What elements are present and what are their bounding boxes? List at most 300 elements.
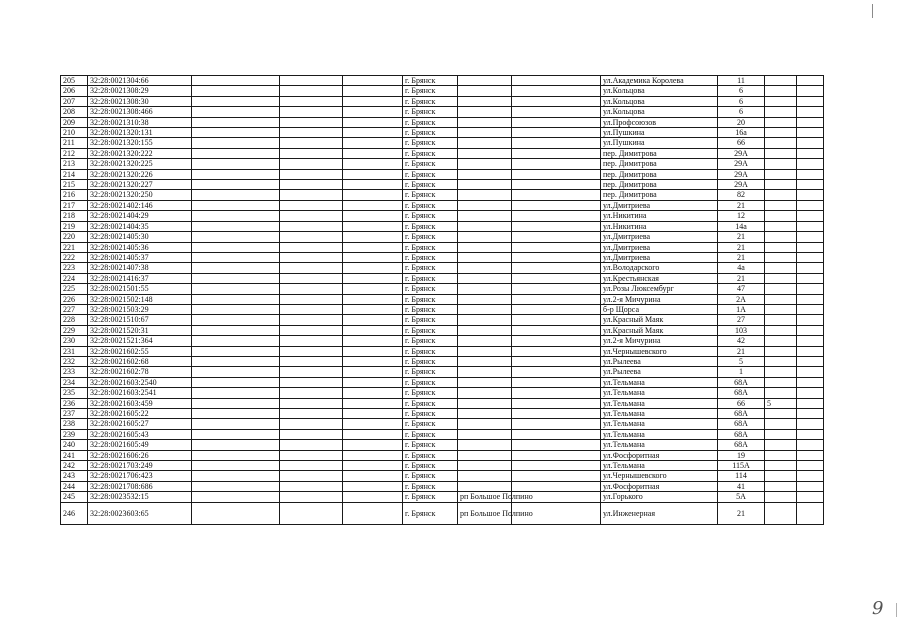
empty-cell bbox=[192, 252, 280, 262]
empty-cell bbox=[343, 221, 403, 231]
street-cell: ул.Тельмана bbox=[601, 409, 718, 419]
cadastral-number-cell: 32:28:0021602:78 bbox=[88, 367, 192, 377]
extra-cell bbox=[765, 419, 797, 429]
city-cell: г. Брянск bbox=[403, 471, 458, 481]
city-cell: г. Брянск bbox=[403, 388, 458, 398]
extra-cell bbox=[765, 138, 797, 148]
row-number-cell: 229 bbox=[61, 325, 88, 335]
empty-cell bbox=[280, 138, 343, 148]
settlement-cell bbox=[458, 200, 512, 210]
table-row bbox=[61, 211, 824, 221]
table-row bbox=[61, 502, 824, 524]
empty-cell bbox=[797, 461, 824, 471]
empty-cell bbox=[512, 409, 601, 419]
empty-cell bbox=[512, 117, 601, 127]
table-row bbox=[61, 336, 824, 346]
empty-cell bbox=[192, 336, 280, 346]
row-number-cell: 233 bbox=[61, 367, 88, 377]
city-cell: г. Брянск bbox=[403, 325, 458, 335]
house-number-cell: 68А bbox=[718, 409, 765, 419]
empty-cell bbox=[280, 86, 343, 96]
city-cell: г. Брянск bbox=[403, 138, 458, 148]
table-row bbox=[61, 492, 824, 502]
city-cell: г. Брянск bbox=[403, 450, 458, 460]
row-number-cell: 231 bbox=[61, 346, 88, 356]
extra-cell bbox=[765, 117, 797, 127]
house-number-cell: 5 bbox=[718, 356, 765, 366]
street-cell: пер. Димитрова bbox=[601, 190, 718, 200]
empty-cell bbox=[512, 346, 601, 356]
settlement-cell bbox=[458, 461, 512, 471]
cadastral-number-cell: 32:28:0021308:29 bbox=[88, 86, 192, 96]
settlement-cell bbox=[458, 367, 512, 377]
extra-cell bbox=[765, 481, 797, 491]
table-row bbox=[61, 200, 824, 210]
empty-cell bbox=[512, 429, 601, 439]
empty-cell bbox=[280, 377, 343, 387]
extra-cell bbox=[765, 450, 797, 460]
city-cell: г. Брянск bbox=[403, 221, 458, 231]
extra-cell bbox=[765, 211, 797, 221]
cadastral-number-cell: 32:28:0021703:249 bbox=[88, 461, 192, 471]
cadastral-number-cell: 32:28:0021605:43 bbox=[88, 429, 192, 439]
settlement-cell bbox=[458, 346, 512, 356]
empty-cell bbox=[192, 315, 280, 325]
empty-cell bbox=[343, 356, 403, 366]
empty-cell bbox=[343, 481, 403, 491]
city-cell: г. Брянск bbox=[403, 242, 458, 252]
table-body bbox=[61, 76, 824, 525]
row-number-cell: 235 bbox=[61, 388, 88, 398]
house-number-cell: 2А bbox=[718, 294, 765, 304]
extra-cell bbox=[765, 377, 797, 387]
row-number-cell: 213 bbox=[61, 159, 88, 169]
cadastral-number-cell: 32:28:0023532:15 bbox=[88, 492, 192, 502]
house-number-cell: 21 bbox=[718, 273, 765, 283]
empty-cell bbox=[797, 273, 824, 283]
extra-cell bbox=[765, 304, 797, 314]
empty-cell bbox=[343, 138, 403, 148]
table-row bbox=[61, 461, 824, 471]
house-number-cell: 68А bbox=[718, 429, 765, 439]
row-number-cell: 243 bbox=[61, 471, 88, 481]
empty-cell bbox=[512, 138, 601, 148]
empty-cell bbox=[797, 242, 824, 252]
empty-cell bbox=[280, 461, 343, 471]
empty-cell bbox=[797, 440, 824, 450]
margin-mark bbox=[896, 603, 897, 617]
row-number-cell: 211 bbox=[61, 138, 88, 148]
street-cell: ул.Дмитриева bbox=[601, 242, 718, 252]
city-cell: г. Брянск bbox=[403, 461, 458, 471]
extra-cell bbox=[765, 346, 797, 356]
empty-cell bbox=[192, 450, 280, 460]
settlement-cell bbox=[458, 180, 512, 190]
empty-cell bbox=[797, 263, 824, 273]
empty-cell bbox=[192, 96, 280, 106]
empty-cell bbox=[512, 398, 601, 408]
table-row bbox=[61, 159, 824, 169]
property-register-table bbox=[60, 75, 824, 525]
empty-cell bbox=[797, 211, 824, 221]
row-number-cell: 205 bbox=[61, 76, 88, 86]
extra-cell bbox=[765, 440, 797, 450]
street-cell: пер. Димитрова bbox=[601, 169, 718, 179]
empty-cell bbox=[797, 429, 824, 439]
extra-cell bbox=[765, 242, 797, 252]
house-number-cell: 103 bbox=[718, 325, 765, 335]
house-number-cell: 16а bbox=[718, 128, 765, 138]
extra-cell bbox=[765, 284, 797, 294]
row-number-cell: 207 bbox=[61, 96, 88, 106]
table-row bbox=[61, 398, 824, 408]
city-cell: г. Брянск bbox=[403, 377, 458, 387]
table-row bbox=[61, 388, 824, 398]
extra-cell bbox=[765, 159, 797, 169]
empty-cell bbox=[280, 232, 343, 242]
empty-cell bbox=[192, 159, 280, 169]
empty-cell bbox=[343, 169, 403, 179]
empty-cell bbox=[797, 86, 824, 96]
cadastral-number-cell: 32:28:0021405:36 bbox=[88, 242, 192, 252]
empty-cell bbox=[512, 336, 601, 346]
city-cell: г. Брянск bbox=[403, 419, 458, 429]
row-number-cell: 215 bbox=[61, 180, 88, 190]
table-row bbox=[61, 96, 824, 106]
table-row bbox=[61, 148, 824, 158]
house-number-cell: 66 bbox=[718, 398, 765, 408]
table-row bbox=[61, 221, 824, 231]
house-number-cell: 4а bbox=[718, 263, 765, 273]
settlement-cell bbox=[458, 336, 512, 346]
settlement-cell: рп Большое Полпино bbox=[458, 502, 512, 524]
empty-cell bbox=[343, 159, 403, 169]
extra-cell bbox=[765, 471, 797, 481]
city-cell: г. Брянск bbox=[403, 367, 458, 377]
empty-cell bbox=[343, 294, 403, 304]
row-number-cell: 244 bbox=[61, 481, 88, 491]
empty-cell bbox=[280, 242, 343, 252]
extra-cell bbox=[765, 263, 797, 273]
extra-cell bbox=[765, 388, 797, 398]
house-number-cell: 47 bbox=[718, 284, 765, 294]
empty-cell bbox=[192, 304, 280, 314]
empty-cell bbox=[280, 76, 343, 86]
cadastral-number-cell: 32:28:0023603:65 bbox=[88, 502, 192, 524]
empty-cell bbox=[343, 273, 403, 283]
row-number-cell: 224 bbox=[61, 273, 88, 283]
empty-cell bbox=[797, 232, 824, 242]
street-cell: ул.Крестьянская bbox=[601, 273, 718, 283]
settlement-cell bbox=[458, 76, 512, 86]
settlement-cell bbox=[458, 263, 512, 273]
empty-cell bbox=[192, 294, 280, 304]
extra-cell bbox=[765, 221, 797, 231]
empty-cell bbox=[280, 346, 343, 356]
cadastral-number-cell: 32:28:0021310:38 bbox=[88, 117, 192, 127]
cadastral-number-cell: 32:28:0021605:22 bbox=[88, 409, 192, 419]
cadastral-number-cell: 32:28:0021706:423 bbox=[88, 471, 192, 481]
empty-cell bbox=[512, 232, 601, 242]
empty-cell bbox=[512, 242, 601, 252]
table-row bbox=[61, 304, 824, 314]
empty-cell bbox=[512, 450, 601, 460]
row-number-cell: 241 bbox=[61, 450, 88, 460]
table-row bbox=[61, 232, 824, 242]
cadastral-number-cell: 32:28:0021521:364 bbox=[88, 336, 192, 346]
city-cell: г. Брянск bbox=[403, 481, 458, 491]
cadastral-number-cell: 32:28:0021602:68 bbox=[88, 356, 192, 366]
house-number-cell: 114 bbox=[718, 471, 765, 481]
table-row bbox=[61, 429, 824, 439]
table-row bbox=[61, 169, 824, 179]
table-row bbox=[61, 419, 824, 429]
street-cell: б-р Щорса bbox=[601, 304, 718, 314]
settlement-cell bbox=[458, 159, 512, 169]
empty-cell bbox=[192, 86, 280, 96]
extra-cell bbox=[765, 76, 797, 86]
empty-cell bbox=[192, 190, 280, 200]
empty-cell bbox=[343, 107, 403, 117]
cadastral-number-cell: 32:28:0021602:55 bbox=[88, 346, 192, 356]
empty-cell bbox=[343, 377, 403, 387]
cadastral-number-cell: 32:28:0021320:155 bbox=[88, 138, 192, 148]
street-cell: ул.Тельмана bbox=[601, 398, 718, 408]
city-cell: г. Брянск bbox=[403, 117, 458, 127]
city-cell: г. Брянск bbox=[403, 180, 458, 190]
row-number-cell: 227 bbox=[61, 304, 88, 314]
empty-cell bbox=[343, 252, 403, 262]
cadastral-number-cell: 32:28:0021320:225 bbox=[88, 159, 192, 169]
settlement-cell bbox=[458, 211, 512, 221]
extra-cell bbox=[765, 190, 797, 200]
settlement-cell bbox=[458, 481, 512, 491]
empty-cell bbox=[280, 284, 343, 294]
empty-cell bbox=[512, 481, 601, 491]
extra-cell bbox=[765, 294, 797, 304]
settlement-cell bbox=[458, 96, 512, 106]
settlement-cell bbox=[458, 450, 512, 460]
cadastral-number-cell: 32:28:0021501:55 bbox=[88, 284, 192, 294]
empty-cell bbox=[192, 232, 280, 242]
empty-cell bbox=[797, 419, 824, 429]
empty-cell bbox=[343, 128, 403, 138]
city-cell: г. Брянск bbox=[403, 284, 458, 294]
empty-cell bbox=[797, 336, 824, 346]
empty-cell bbox=[512, 461, 601, 471]
city-cell: г. Брянск bbox=[403, 128, 458, 138]
empty-cell bbox=[192, 284, 280, 294]
empty-cell bbox=[192, 148, 280, 158]
empty-cell bbox=[797, 252, 824, 262]
empty-cell bbox=[343, 96, 403, 106]
row-number-cell: 232 bbox=[61, 356, 88, 366]
empty-cell bbox=[280, 492, 343, 502]
house-number-cell: 20 bbox=[718, 117, 765, 127]
empty-cell bbox=[343, 263, 403, 273]
street-cell: ул.Горького bbox=[601, 492, 718, 502]
empty-cell bbox=[343, 304, 403, 314]
empty-cell bbox=[512, 252, 601, 262]
empty-cell bbox=[280, 273, 343, 283]
row-number-cell: 221 bbox=[61, 242, 88, 252]
table-row bbox=[61, 315, 824, 325]
settlement-cell bbox=[458, 388, 512, 398]
table-row bbox=[61, 440, 824, 450]
empty-cell bbox=[512, 367, 601, 377]
table-row bbox=[61, 117, 824, 127]
empty-cell bbox=[512, 315, 601, 325]
empty-cell bbox=[280, 450, 343, 460]
empty-cell bbox=[343, 315, 403, 325]
empty-cell bbox=[343, 450, 403, 460]
extra-cell bbox=[765, 180, 797, 190]
empty-cell bbox=[280, 440, 343, 450]
empty-cell bbox=[192, 128, 280, 138]
empty-cell bbox=[343, 242, 403, 252]
empty-cell bbox=[512, 200, 601, 210]
cadastral-number-cell: 32:28:0021404:29 bbox=[88, 211, 192, 221]
street-cell: ул.Тельмана bbox=[601, 440, 718, 450]
table-row bbox=[61, 138, 824, 148]
city-cell: г. Брянск bbox=[403, 346, 458, 356]
table-row bbox=[61, 263, 824, 273]
house-number-cell: 21 bbox=[718, 232, 765, 242]
city-cell: г. Брянск bbox=[403, 429, 458, 439]
extra-cell bbox=[765, 492, 797, 502]
house-number-cell: 21 bbox=[718, 502, 765, 524]
empty-cell bbox=[797, 148, 824, 158]
extra-cell bbox=[765, 409, 797, 419]
empty-cell bbox=[512, 294, 601, 304]
empty-cell bbox=[280, 304, 343, 314]
empty-cell bbox=[512, 76, 601, 86]
cadastral-number-cell: 32:28:0021603:2540 bbox=[88, 377, 192, 387]
cadastral-number-cell: 32:28:0021320:222 bbox=[88, 148, 192, 158]
empty-cell bbox=[343, 398, 403, 408]
empty-cell bbox=[343, 336, 403, 346]
settlement-cell bbox=[458, 284, 512, 294]
row-number-cell: 228 bbox=[61, 315, 88, 325]
row-number-cell: 208 bbox=[61, 107, 88, 117]
street-cell: ул.Тельмана bbox=[601, 429, 718, 439]
empty-cell bbox=[512, 221, 601, 231]
house-number-cell: 29А bbox=[718, 169, 765, 179]
house-number-cell: 11 bbox=[718, 76, 765, 86]
cadastral-number-cell: 32:28:0021510:67 bbox=[88, 315, 192, 325]
house-number-cell: 27 bbox=[718, 315, 765, 325]
row-number-cell: 239 bbox=[61, 429, 88, 439]
cadastral-number-cell: 32:28:0021320:131 bbox=[88, 128, 192, 138]
row-number-cell: 223 bbox=[61, 263, 88, 273]
street-cell: ул.Чернышевского bbox=[601, 346, 718, 356]
empty-cell bbox=[192, 138, 280, 148]
cadastral-number-cell: 32:28:0021603:459 bbox=[88, 398, 192, 408]
extra-cell bbox=[765, 367, 797, 377]
city-cell: г. Брянск bbox=[403, 294, 458, 304]
city-cell: г. Брянск bbox=[403, 315, 458, 325]
empty-cell bbox=[343, 429, 403, 439]
extra-cell bbox=[765, 356, 797, 366]
empty-cell bbox=[343, 461, 403, 471]
cadastral-number-cell: 32:28:0021320:226 bbox=[88, 169, 192, 179]
city-cell: г. Брянск bbox=[403, 169, 458, 179]
empty-cell bbox=[280, 398, 343, 408]
settlement-cell bbox=[458, 232, 512, 242]
cadastral-number-cell: 32:28:0021405:37 bbox=[88, 252, 192, 262]
city-cell: г. Брянск bbox=[403, 86, 458, 96]
city-cell: г. Брянск bbox=[403, 492, 458, 502]
street-cell: ул.Академика Королева bbox=[601, 76, 718, 86]
table-row bbox=[61, 450, 824, 460]
extra-cell bbox=[765, 169, 797, 179]
city-cell: г. Брянск bbox=[403, 304, 458, 314]
empty-cell bbox=[280, 294, 343, 304]
house-number-cell: 19 bbox=[718, 450, 765, 460]
empty-cell bbox=[512, 325, 601, 335]
empty-cell bbox=[280, 200, 343, 210]
table-row bbox=[61, 481, 824, 491]
empty-cell bbox=[280, 336, 343, 346]
empty-cell bbox=[343, 211, 403, 221]
row-number-cell: 212 bbox=[61, 148, 88, 158]
table-row bbox=[61, 242, 824, 252]
empty-cell bbox=[280, 169, 343, 179]
empty-cell bbox=[797, 284, 824, 294]
city-cell: г. Брянск bbox=[403, 76, 458, 86]
empty-cell bbox=[192, 492, 280, 502]
settlement-cell bbox=[458, 409, 512, 419]
empty-cell bbox=[797, 471, 824, 481]
empty-cell bbox=[797, 450, 824, 460]
row-number-cell: 225 bbox=[61, 284, 88, 294]
house-number-cell: 82 bbox=[718, 190, 765, 200]
house-number-cell: 21 bbox=[718, 346, 765, 356]
row-number-cell: 226 bbox=[61, 294, 88, 304]
extra-cell bbox=[765, 200, 797, 210]
row-number-cell: 234 bbox=[61, 377, 88, 387]
empty-cell bbox=[192, 211, 280, 221]
empty-cell bbox=[280, 325, 343, 335]
empty-cell bbox=[797, 325, 824, 335]
city-cell: г. Брянск bbox=[403, 273, 458, 283]
city-cell: г. Брянск bbox=[403, 440, 458, 450]
settlement-cell bbox=[458, 294, 512, 304]
settlement-cell bbox=[458, 398, 512, 408]
house-number-cell: 66 bbox=[718, 138, 765, 148]
empty-cell bbox=[343, 471, 403, 481]
empty-cell bbox=[797, 304, 824, 314]
empty-cell bbox=[192, 117, 280, 127]
empty-cell bbox=[343, 76, 403, 86]
empty-cell bbox=[797, 409, 824, 419]
empty-cell bbox=[280, 419, 343, 429]
house-number-cell: 68А bbox=[718, 377, 765, 387]
empty-cell bbox=[192, 481, 280, 491]
settlement-cell bbox=[458, 190, 512, 200]
empty-cell bbox=[512, 388, 601, 398]
empty-cell bbox=[797, 76, 824, 86]
table-row bbox=[61, 325, 824, 335]
table-row bbox=[61, 107, 824, 117]
house-number-cell: 21 bbox=[718, 200, 765, 210]
house-number-cell: 68А bbox=[718, 419, 765, 429]
empty-cell bbox=[343, 232, 403, 242]
extra-cell bbox=[765, 107, 797, 117]
cadastral-number-cell: 32:28:0021308:466 bbox=[88, 107, 192, 117]
empty-cell bbox=[280, 502, 343, 524]
settlement-cell bbox=[458, 440, 512, 450]
